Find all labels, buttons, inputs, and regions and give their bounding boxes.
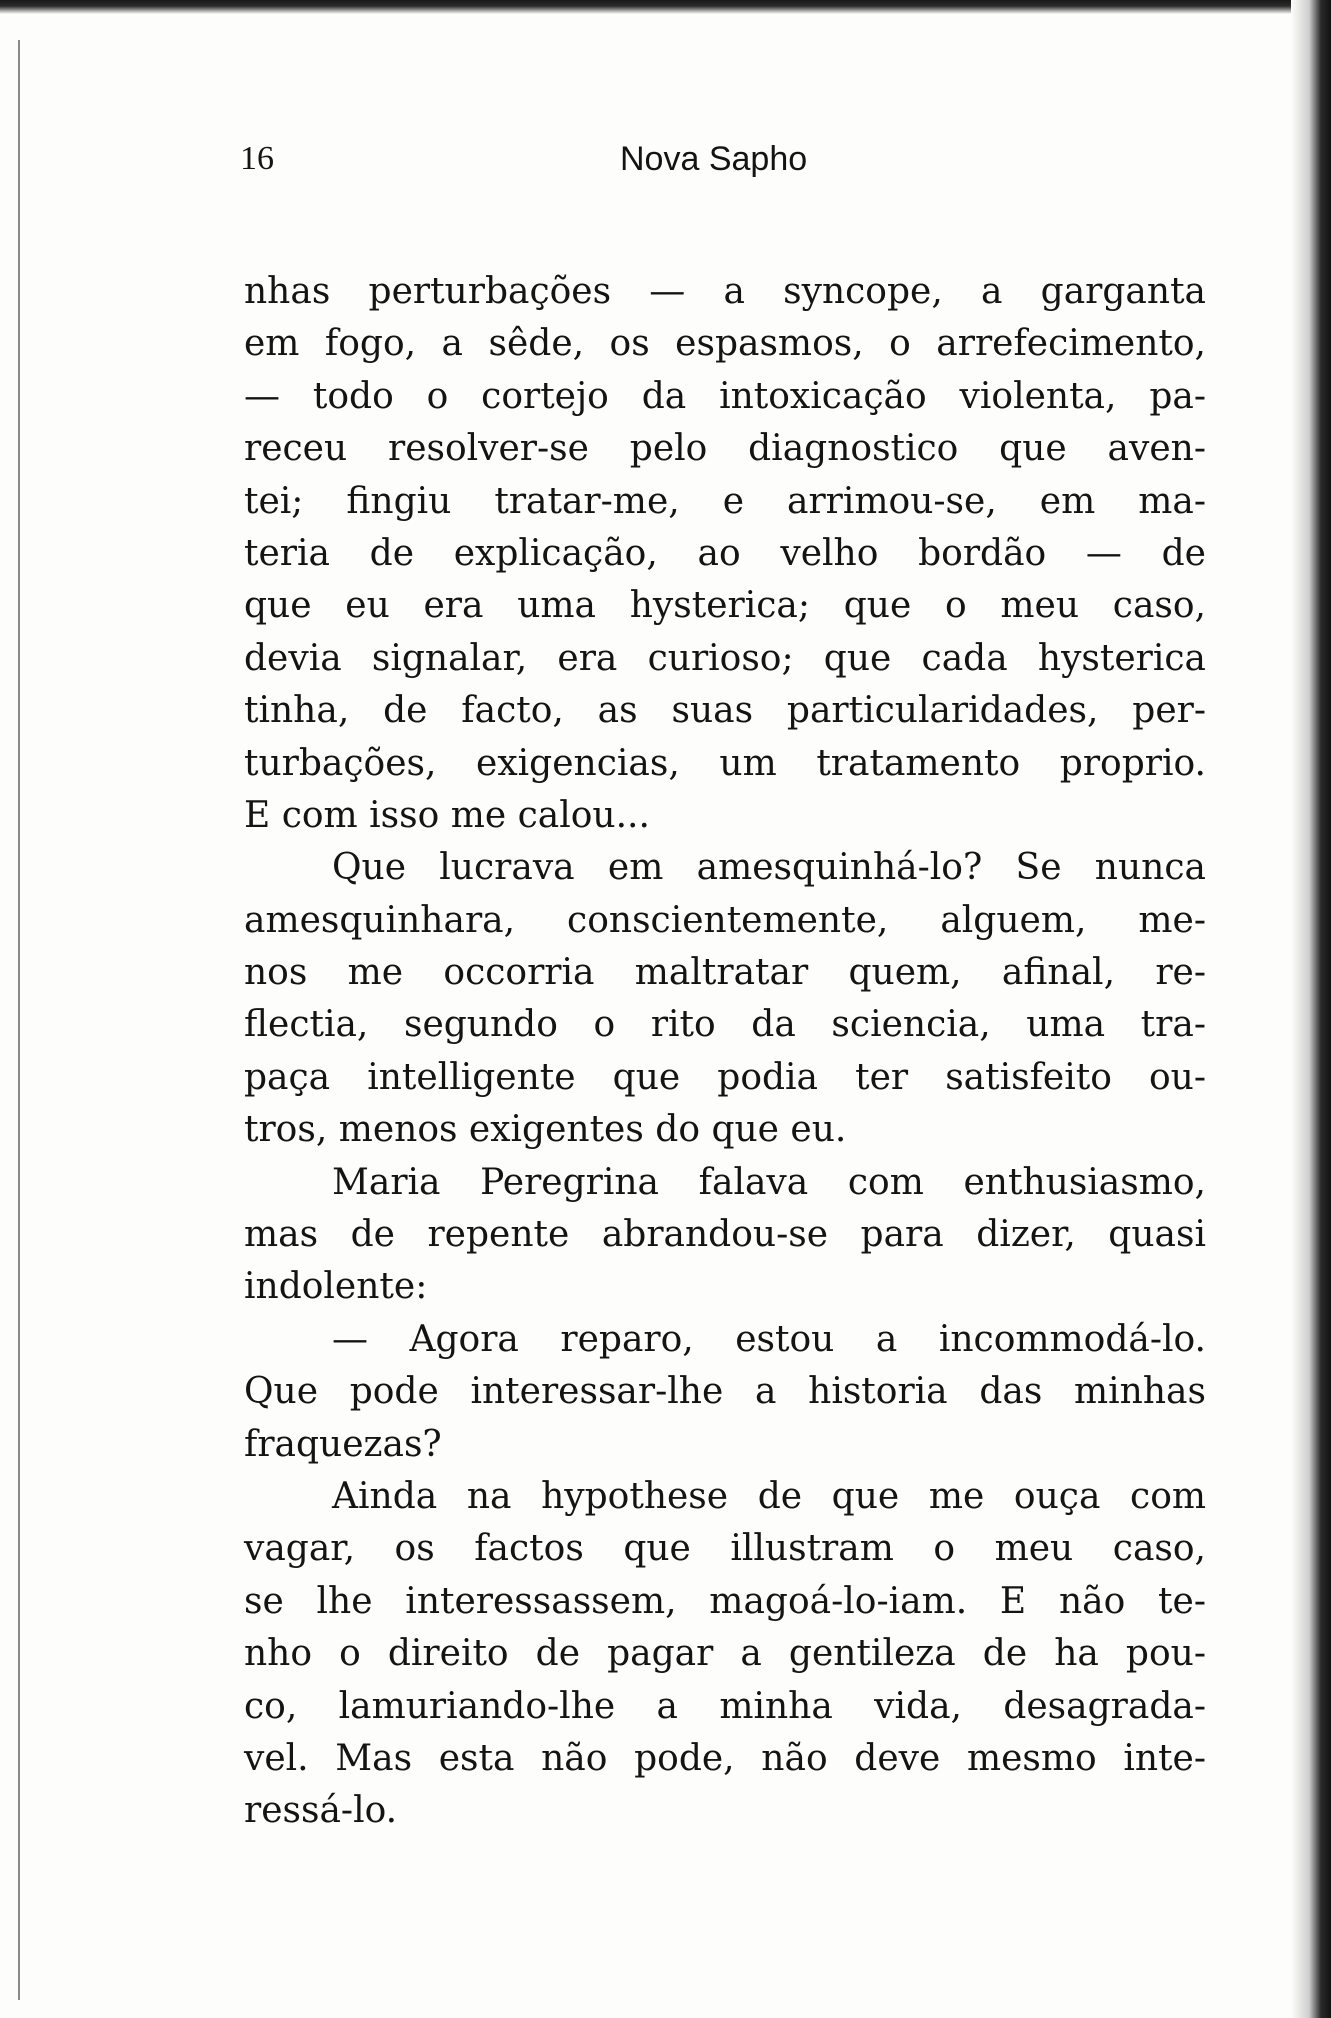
text-line: tei; fingiu tratar-me, e arrimou-se, em ma- xyxy=(244,480,1206,522)
text-line: Que lucrava em amesquinhá-lo? Se nunca xyxy=(332,847,1206,889)
text-line: tros, menos exigentes do que eu. xyxy=(244,1109,847,1151)
text-line: paça intelligente que podia ter satisfeito ou- xyxy=(244,1056,1206,1098)
text-line: devia signalar, era curioso; que cada hysterica xyxy=(244,637,1206,679)
text-line: Ainda na hypothese de que me ouça com xyxy=(332,1475,1206,1517)
text-line: mas de repente abrandou-se para dizer, quasi xyxy=(244,1214,1206,1256)
text-line: — todo o cortejo da intoxicação violenta, pa- xyxy=(244,375,1206,417)
text-line: vel. Mas esta não pode, não deve mesmo inte- xyxy=(244,1737,1206,1779)
text-line: — Agora reparo, estou a incommodá-lo. xyxy=(332,1318,1206,1360)
text-line: flectia, segundo o rito da sciencia, uma tra- xyxy=(244,1004,1206,1046)
text-line: amesquinhara, conscientemente, alguem, me- xyxy=(244,899,1206,941)
text-line: fraquezas? xyxy=(244,1423,442,1465)
book-title: Nova Sapho xyxy=(620,140,808,178)
text-line: nhas perturbações — a syncope, a garganta xyxy=(244,271,1206,312)
text-line: E com isso me calou... xyxy=(244,794,650,836)
page-binding-edge xyxy=(1291,0,1331,2018)
text-line: receu resolver-se pelo diagnostico que aven- xyxy=(244,428,1206,470)
body-text xyxy=(244,266,1206,1838)
page-left-edge xyxy=(18,40,20,2000)
text-line: Maria Peregrina falava com enthusiasmo, xyxy=(332,1161,1206,1203)
running-head xyxy=(240,140,1200,190)
text-line: ressá-lo. xyxy=(244,1790,398,1832)
text-line: que eu era uma hysterica; que o meu caso, xyxy=(244,585,1206,627)
text-line: nho o direito de pagar a gentileza de ha pou- xyxy=(244,1633,1206,1675)
page-number: 16 xyxy=(240,140,274,177)
text-line: tinha, de facto, as suas particularidades, per- xyxy=(244,690,1206,732)
text-line: nos me occorria maltratar quem, afinal, re- xyxy=(244,952,1206,994)
text-line: em fogo, a sêde, os espasmos, o arrefecimento, xyxy=(244,323,1206,365)
text-line: Que pode interessar-lhe a historia das minhas xyxy=(244,1371,1206,1413)
page-top-edge xyxy=(0,0,1331,14)
text-line: vagar, os factos que illustram o meu caso, xyxy=(244,1528,1206,1570)
text-line: co, lamuriando-lhe a minha vida, desagrada- xyxy=(244,1685,1206,1727)
text-line: turbações, exigencias, um tratamento proprio. xyxy=(244,742,1206,784)
text-line: indolente: xyxy=(244,1266,428,1308)
text-line: teria de explicação, ao velho bordão — de xyxy=(244,532,1206,574)
text-line: se lhe interessassem, magoá-lo-iam. E não te- xyxy=(244,1580,1206,1622)
